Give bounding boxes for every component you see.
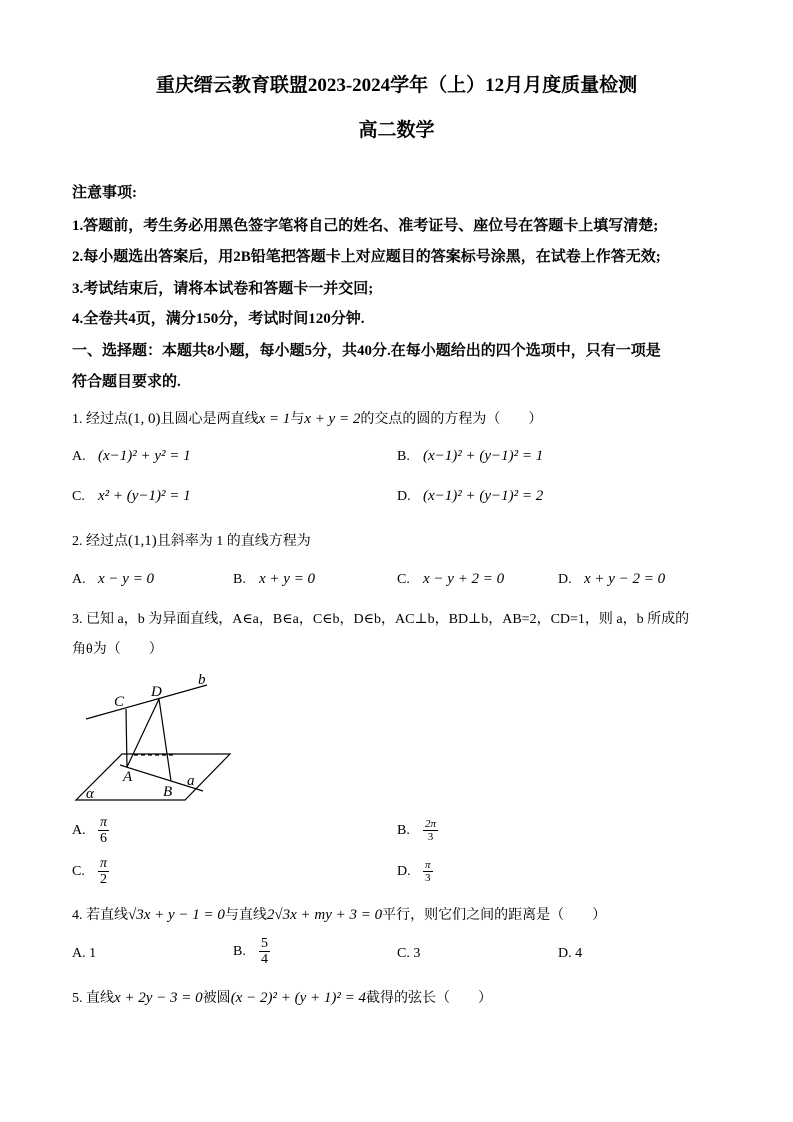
q2-option-c[interactable]: C. x − y + 2 = 0 [397,571,505,587]
q1-point: (1, 0) [128,411,161,427]
notes-item-4: 4.全卷共4页，满分150分，考试时间120分钟. [72,311,365,327]
q2-text-1: 2. 经过点 [72,534,128,549]
question-5: 5. 直线x + 2y − 3 = 0被圆(x − 2)² + (y + 1)² = 4截得的弦长（ ） [72,990,492,1006]
frac-2pi-3: $\frac{2\pi}{3}$ [425,818,437,844]
q4-eq1: √3x + y − 1 = 0 [128,907,225,923]
section1-line1: 一、选择题：本题共8小题，每小题5分，共40分.在每小题给出的四个选项中，只有一项是 [72,343,661,359]
q1-option-a[interactable]: A. (x−1)² + y² = 1 [72,448,191,464]
segment-ac [126,709,127,767]
q3-line1: 3. 已知 a，b 为异面直线，A∈a，B∈a，C∈b，D∈b，AC⊥b，BD⊥b，AB=2，CD=1，则 a，b 所成的 [72,612,690,627]
q2-point: (1,1) [128,533,157,549]
q3-option-c[interactable]: C. $\frac{\pi}{2}$ [72,856,108,888]
notes-item-1: 1.答题前，考生务必用黑色签字笔将自己的姓名、准考证号、座位号在答题卡上填写清楚; [72,218,659,234]
q3-option-d[interactable]: D. $\frac{\pi}{3}$ [397,859,431,885]
q4-option-d[interactable]: D. 4 [558,946,583,961]
label-a-line: a [187,773,195,789]
segment-bd [159,699,171,781]
line-b [86,685,207,719]
q4-option-c[interactable]: C. 3 [397,946,421,961]
label-c: C [114,694,125,710]
label-alpha: α [86,786,94,802]
frac-5-4: $\frac{5}{4}$ [261,936,268,968]
q1-option-b[interactable]: B. (x−1)² + (y−1)² = 1 [397,448,544,464]
q5-eq2: (x − 2)² + (y + 1)² = 4 [230,990,366,1006]
question-2 [72,530,311,550]
label-d: D [151,684,162,700]
q1-option-d[interactable]: D. (x−1)² + (y−1)² = 2 [397,488,544,504]
q2-option-d[interactable]: D. x + y − 2 = 0 [558,571,666,587]
notes-item-3: 3.考试结束后，请将本试卷和答题卡一并交回; [72,281,374,297]
q1-text-1: 1. 经过点 [72,412,128,427]
q4-option-b[interactable]: B. $\frac{5}{4}$ [233,936,268,968]
q1-option-c[interactable]: C. x² + (y−1)² = 1 [72,488,191,504]
exam-title: 重庆缙云教育联盟2023-2024学年（上）12月月度质量检测 [155,75,638,96]
question-4: 4. 若直线√3x + y − 1 = 0与直线2√3x + my + 3 = 0平行，则它们之间的距离是（ ） [72,907,607,923]
question-1 [72,408,542,428]
exam-subject: 高二数学 [358,120,435,141]
q3-option-b[interactable]: B. $\frac{2\pi}{3}$ [397,818,437,844]
q5-eq1: x + 2y − 3 = 0 [114,990,203,1006]
frac-pi-2: $\frac{\pi}{2}$ [100,856,108,888]
q1-text-3: 与 [290,412,305,427]
q1-text-2: 且圆心是两直线 [160,412,259,427]
q1-text-4: 的交点的圆的方程为（ ） [360,412,543,427]
label-b-point: B [163,784,173,800]
q2-text-2: 且斜率为 1 的直线方程为 [156,534,311,549]
skew-lines-figure [70,672,240,807]
plane-alpha [76,754,230,800]
q2-option-a[interactable]: A. x − y = 0 [72,571,155,587]
q1-eq1: x = 1 [258,411,291,427]
q1-eq2: x + y = 2 [304,411,361,427]
frac-pi-3: $\frac{\pi}{3}$ [425,859,431,885]
q4-option-a[interactable]: A. 1 [72,946,97,961]
q4-eq2: 2√3x + my + 3 = 0 [266,907,383,923]
notes-item-2: 2.每小题选出答案后，用2B铅笔把答题卡上对应题目的答案标号涂黑，在试卷上作答无效; [72,249,661,265]
segment-ad [127,699,159,767]
frac-pi-6: $\frac{\pi}{6}$ [100,815,108,847]
label-b: b [198,672,206,688]
q3-line2: 角θ为（ ） [72,642,163,657]
q3-option-a[interactable]: A. $\frac{\pi}{6}$ [72,815,108,847]
notes-heading: 注意事项: [72,185,137,201]
label-a-point: A [123,769,133,785]
section1-line2: 符合题目要求的. [72,374,181,390]
q2-option-b[interactable]: B. x + y = 0 [233,571,316,587]
